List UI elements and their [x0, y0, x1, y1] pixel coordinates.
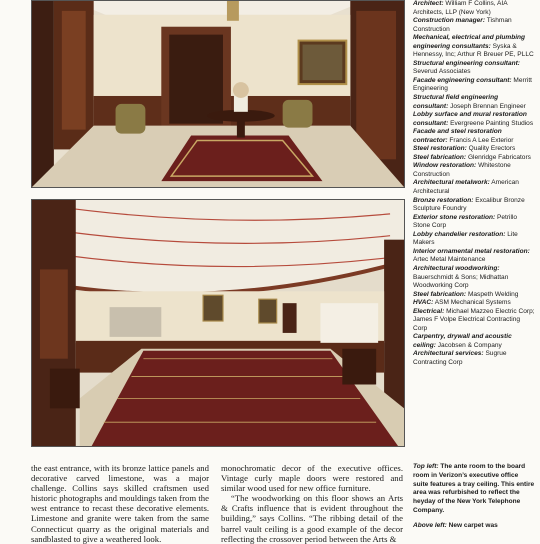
credit-role: Architectural woodworking: — [413, 264, 500, 272]
credit-entry — [413, 333, 535, 350]
credit-entry — [413, 17, 535, 34]
caption — [413, 463, 535, 516]
credit-role: Window restoration: — [413, 162, 477, 170]
credit-name: Glenridge Fabricators — [467, 153, 531, 161]
credit-name: Excalibur Bronze Sculpture Foundry — [413, 196, 525, 213]
credit-role: Steel fabrication: — [413, 153, 467, 161]
credit-role: Structural field engineering consultant: — [413, 94, 499, 110]
project-credits — [413, 0, 535, 368]
credit-name: Michael Mazzeo Electric Corp; James F Volpe Electrical Contracting Corp — [413, 307, 535, 332]
credit-entry — [413, 265, 535, 291]
credit-entry — [413, 77, 535, 94]
credit-role: Carpentry, drywall and acoustic ceiling: — [413, 333, 512, 349]
credit-name: Severud Associates — [413, 68, 471, 76]
credit-entry — [413, 34, 535, 60]
body-paragraph: “The woodworking on this floor shows an Arts & Crafts influence that is evident throughout the building,” says Collins. “The ribbing detail of the barrel vault ceiling is a good example of the decor reflecting the crossover period between the Arts & — [221, 493, 403, 544]
caption-text: New carpet was — [448, 521, 498, 529]
body-column-1 — [31, 463, 209, 544]
caption-heading: Above left: — [413, 521, 447, 529]
credit-name: Tishman Construction — [413, 17, 512, 33]
credit-name: American Architectural — [413, 179, 519, 196]
photo-ante-room — [31, 0, 405, 188]
credit-name: Francis A Lee Exterior — [449, 136, 514, 144]
credit-name: Sugrue Contracting Corp — [413, 350, 507, 366]
credit-entry — [413, 299, 535, 308]
credit-role: Mechanical, electrical and plumbing engineering consultants: — [413, 34, 526, 50]
credit-role: Construction manager: — [413, 17, 486, 25]
credit-role: HVAC: — [413, 299, 434, 307]
caption-heading: Top left: — [413, 463, 439, 470]
credit-role: Facade and steel restoration contractor: — [413, 128, 502, 144]
credit-name: Merritt Engineering — [413, 76, 532, 93]
credit-entry — [413, 248, 535, 265]
credit-name: Quality Erectors — [468, 145, 516, 153]
credit-entry — [413, 197, 535, 214]
credit-entry — [413, 154, 535, 163]
credit-entry — [413, 60, 535, 77]
credit-entry — [413, 179, 535, 196]
credit-role: Bronze restoration: — [413, 196, 474, 204]
caption — [413, 522, 535, 531]
credit-entry — [413, 231, 535, 248]
credit-name: Evergreene Painting Studios — [450, 119, 534, 127]
credit-name: Jacobsen & Company — [437, 341, 502, 349]
credit-entry — [413, 128, 535, 145]
credit-entry — [413, 350, 535, 367]
credit-name: Maspeth Welding — [467, 290, 519, 298]
body-paragraph: the east entrance, with its bronze lattice panels and decorative carved limestone, was a major challenge. Collins says skilled craftsmen used historic photographs and mouldings taken from the west entrance to recast these decorative elements. Limestone and granite were taken from the same Connecticut quarry as the original materials and sandblasted to give a weathered look. — [31, 463, 209, 544]
credit-name: William F Collins, AIA Architects, LLP (New York) — [413, 0, 508, 16]
credit-entry — [413, 291, 535, 300]
credit-entry — [413, 0, 535, 17]
credit-role: Lobby surface and mural restoration consultant: — [413, 111, 527, 127]
credit-entry — [413, 162, 535, 179]
credit-role: Steel restoration: — [413, 145, 467, 153]
credit-entry — [413, 308, 535, 334]
caption-text: The ante room to the board room in Verizon’s executive office suite features a tray ceiling. This entire area was refurbished to reflect the heyday of the New York Telephone Company. — [413, 463, 535, 514]
credit-role: Architect: — [413, 0, 444, 7]
credit-entry — [413, 111, 535, 128]
body-paragraph: monochromatic decor of the executive offices. Vintage curly maple doors were restored and similar wood used for new office furniture. — [221, 463, 403, 494]
credit-entry — [413, 145, 535, 154]
credit-role: Exterior stone restoration: — [413, 213, 496, 221]
credit-role: Structural engineering consultant: — [413, 59, 520, 67]
credit-role: Steel fabrication: — [413, 290, 467, 298]
credit-name: Lite Makers — [413, 230, 518, 247]
credit-role: Lobby chandelier restoration: — [413, 230, 506, 238]
credit-name: Syska & Hennessy, Inc; Arthur R Breuer PE, PLLC — [413, 42, 534, 59]
credit-entry — [413, 94, 535, 111]
body-column-2 — [221, 463, 403, 544]
photo-corridor — [31, 199, 405, 447]
credit-role: Architectural metalwork: — [413, 179, 490, 187]
credit-name: Whitestone Construction — [413, 162, 511, 178]
credit-name: Artec Metal Maintenance — [413, 256, 486, 264]
corridor-image — [32, 200, 404, 446]
credit-name: Joseph Brennan Engineer — [450, 102, 526, 110]
credit-role: Facade engineering consultant: — [413, 76, 512, 84]
credit-role: Interior ornamental metal restoration: — [413, 247, 530, 255]
credit-role: Electrical: — [413, 307, 445, 315]
photo-captions — [413, 463, 535, 537]
credit-name: Petrillo Stone Corp — [413, 213, 518, 230]
credit-name: Bauerschmidt & Sons; Midhattan Woodworking Corp — [413, 273, 509, 290]
credit-name: ASM Mechanical Systems — [434, 299, 511, 307]
credit-entry — [413, 214, 535, 231]
credit-role: Architectural services: — [413, 350, 484, 358]
ante-room-image — [32, 1, 404, 187]
